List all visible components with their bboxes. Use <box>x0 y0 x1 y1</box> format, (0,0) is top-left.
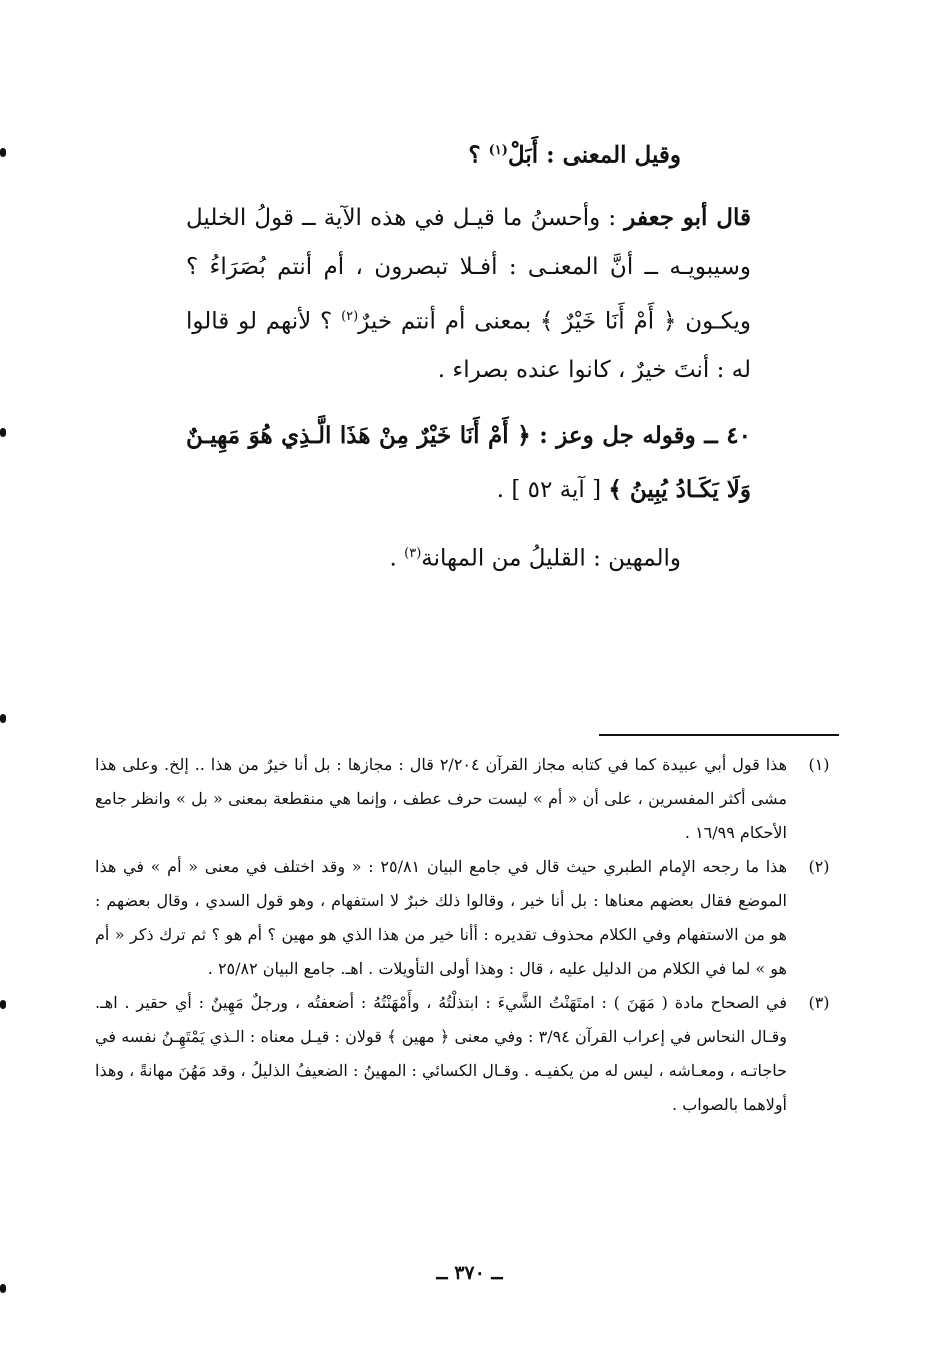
footnote-ref-2: (٢) <box>341 308 359 324</box>
footnote-separator <box>599 734 839 736</box>
footnote-ref-3: (٣) <box>404 546 422 562</box>
footnote-text: هذا ما رجحه الإمام الطبري حيث قال في جامع البيان ٢٥/٨١ : « وقد اختلف في معنى « أم » في هذا الموضع فقال بعضهم معناها : بل أنا خير ، وقالوا ذلك خبرٌ لا استفهام ، وهو قول السدي ، وقال بعضهم : هو من الاستفهام وفي الكلام محذوف تقديره : أأنا خير من هذا الذي هو مهين ؟ أم هو ؟ ثم ترك ذكر « أم هو » لما في الكلام من الدليل عليه ، قال : وهذا أولى التأويلات . اهـ. جامع البيان ٢٥/٨٢ . <box>95 857 788 978</box>
item-40 <box>186 409 751 517</box>
footnote-number: (٢) <box>808 857 830 876</box>
intro-line <box>186 128 751 179</box>
quran-verse: ﴿ أَمْ أَنَا خَيْرٌ مِنْ هَذَا الَّـذِي هُوَ مَهِيـنٌ وَلَا يَكَـادُ يُبِينُ ﴾ <box>186 422 751 504</box>
page-number: ــ ٣٧٠ ــ <box>436 1262 503 1284</box>
item-40-lead: ٤٠ ــ وقوله جل وعز : <box>530 422 751 450</box>
scan-edge-mark <box>0 1000 6 1009</box>
paragraph-text: : وأحسنُ ما قيـل في هذه الآية ــ قولُ الخليل وسيبويـه ــ أنَّ المعنـى : أفـلا تبصرون ، أم أنتم بُصَرَاءُ ؟ ويكـون ﴿ أَمْ أَنَا خَيْرٌ ﴾ بمعنى أم أنتم خيرٌ <box>186 204 751 335</box>
intro-end: ؟ <box>468 141 489 169</box>
muhin-line <box>186 531 751 582</box>
footnote-ref-1: (١) <box>488 143 508 158</box>
scan-edge-mark <box>0 148 6 157</box>
footnote-2 <box>95 850 839 986</box>
footnote-text: في الصحاح مادة ( مَهَنَ ) : امتَهَنْتُ الشَّيءَ : ابتذلْتُهُ ، وأَمْهَنْتُهُ : أضعفتُه ، ورجلٌ مَهِينٌ : أي حقير . اهـ. وقـال النحاس في إعراب القرآن ٣/٩٤ : وفي معنى ﴿ مهين ﴾ قولان : قيـل معناه : الـذي يَمْتَهِـنُ نفسه في حاجاتـه ، ومعـاشه ، ليس له من يكفيـه . وقـال الكسائي : المهينُ : الضعيفُ الذليلُ ، وقد مَهُنَ مهانةً ، وهذا أولاهما بالصواب . <box>95 993 788 1114</box>
footnote-number: (٣) <box>808 993 830 1012</box>
footnote-1 <box>95 748 839 850</box>
verse-reference: [ آية ٥٢ ] . <box>496 477 602 504</box>
abu-jafar-heading: قال أبو جعفر <box>624 203 751 231</box>
scan-edge-mark <box>0 714 6 723</box>
main-text <box>186 128 751 582</box>
paragraph-abu-jafar <box>186 193 751 396</box>
footnote-text: هذا قول أبي عبيدة كما في كتابه مجاز القرآن ٢/٢٠٤ قال : مجازها : بل أنا خيرٌ من هذا .. إلخ. وعلى هذا مشى أكثر المفسرين ، على أن « أم » ليست حرف عطف ، وإنما هي منقطعة بمعنى « بل » وانظر جامع الأحكام ١٦/٩٩ . <box>95 755 788 842</box>
footnotes <box>95 748 839 1122</box>
footnote-3 <box>95 986 839 1122</box>
scan-edge-mark <box>0 1284 6 1293</box>
footnote-number: (١) <box>808 755 830 774</box>
muhin-text: والمهين : القليلُ من المهانة <box>421 545 681 572</box>
paragraph-text-end: ؟ لأنهم لو قالوا له : أنتَ خيرٌ ، كانوا عنده بصراء . <box>186 308 751 384</box>
muhin-end: . <box>389 545 405 572</box>
intro-text: وقيل المعنى : أَبَلْ <box>507 141 681 169</box>
scan-edge-mark <box>0 428 6 437</box>
